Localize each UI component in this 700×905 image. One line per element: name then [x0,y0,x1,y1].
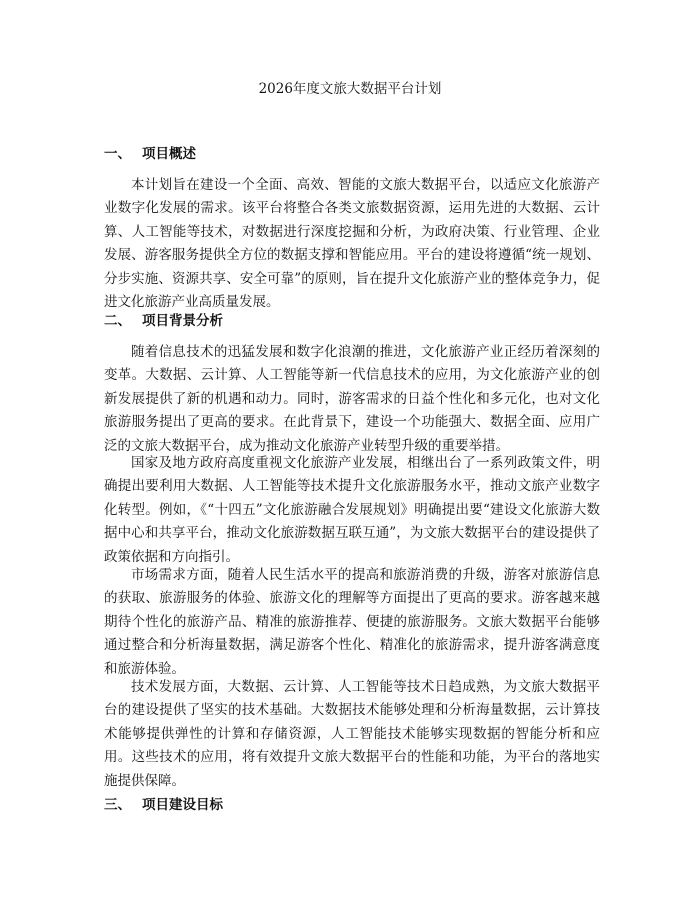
section-number: 一、 [104,146,131,162]
paragraph-overview: 本计划旨在建设一个全面、高效、智能的文旅大数据平台，以适应文化旅游产业数字化发展的需求。该平台将整合各类文旅数据资源，运用先进的大数据、云计算、人工智能等技术，对数据进行深度挖掘和分析，为政府决策、行业管理、企业发展、游客服务提供全方位的数据支撑和智能应用。平台的建设将遵循“统一规划、分步实施、资源共享、安全可靠”的原则，旨在提升文化旅游产业的整体竞争力，促进文化旅游产业高质量发展。 [104,177,600,311]
paragraph-background-4: 技术发展方面，大数据、云计算、人工智能等技术日趋成熟，为文旅大数据平台的建设提供了坚实的技术基础。大数据技术能够处理和分析海量数据，云计算技术能够提供弹性的计算和存储资源，人工智能技术能够实现数据的智能分析和应用。这些技术的应用，将有效提升文旅大数据平台的性能和功能，为平台的落地实施提供保障。 [104,679,600,789]
section-heading-background [104,311,223,331]
document-title: 2026年度文旅大数据平台计划 [258,81,442,97]
section-heading-text: 项目概述 [142,146,196,162]
section-heading-text: 项目建设目标 [142,797,223,813]
section-heading-goals [104,795,223,815]
paragraph-background-3: 市场需求方面，随着人民生活水平的提高和旅游消费的升级，游客对旅游信息的获取、旅游服务的体验、旅游文化的理解等方面提出了更高的要求。游客越来越期待个性化的旅游产品、精准的旅游推荐、便捷的旅游服务。文旅大数据平台能够通过整合和分析海量数据，满足游客个性化、精准化的旅游需求，提升游客满意度和旅游体验。 [104,567,600,677]
section-number: 二、 [104,313,131,329]
section-heading-text: 项目背景分析 [142,313,223,329]
paragraph-background-2: 国家及地方政府高度重视文化旅游产业发展，相继出台了一系列政策文件，明确提出要利用大数据、人工智能等技术提升文化旅游服务水平，推动文旅产业数字化转型。例如，《“十四五”文化旅游融合发展规划》明确提出要“建设文化旅游大数据中心和共享平台，推动文化旅游数据互联互通”，为文旅大数据平台的建设提供了政策依据和方向指引。 [104,455,600,565]
section-number: 三、 [104,797,131,813]
section-heading-overview [104,144,196,164]
paragraph-background-1: 随着信息技术的迅猛发展和数字化浪潮的推进，文化旅游产业正经历着深刻的变革。大数据、云计算、人工智能等新一代信息技术的应用，为文化旅游产业的创新发展提供了新的机遇和动力。同时，游客需求的日益个性化和多元化，也对文化旅游服务提出了更高的要求。在此背景下，建设一个功能强大、数据全面、应用广泛的文旅大数据平台，成为推动文化旅游产业转型升级的重要举措。 [104,344,600,454]
